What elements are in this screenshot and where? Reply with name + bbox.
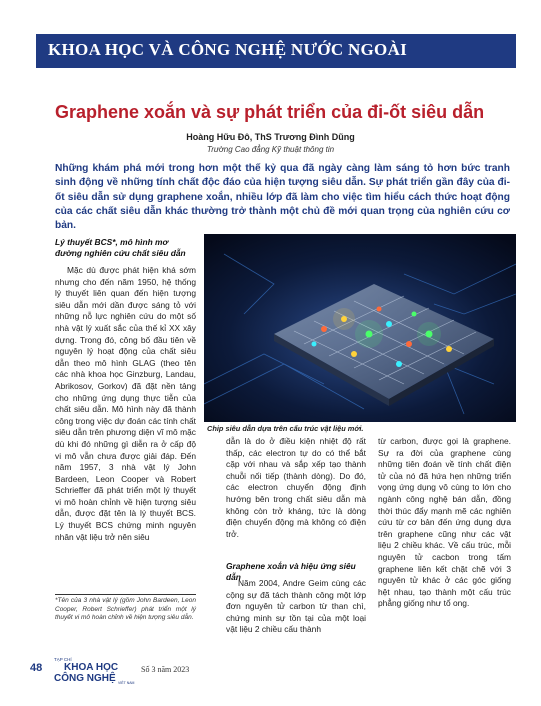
column-2-text <box>226 436 366 540</box>
article-title: Graphene xoắn và sự phát triển của đi-ốt siêu dẫn <box>55 102 485 122</box>
column-1-text <box>55 265 196 543</box>
paragraph-continued: từ carbon, được gọi là graphene. Sự ra đời của graphene cùng những tiên đoán về tính chất điện tử của nó đã hứa hẹn những triển vọng ứng dụng vô cùng to lớn cho ngành công nghệ bán dẫn, đồng thời thúc đẩy mạnh mẽ các nghiên cứu từ cơ bản đến ứng dụng dựa trên graphene cũng như các vật liệu 2 chiều khác. Về cấu trúc, mỗi nguyên tử cacbon trong tấm graphene liên kết chặt chẽ với 3 nguyên tử khác ở các góc giống hệt nhau, tạo thành một cấu trúc phẳng giống như tổ ong. <box>378 436 511 609</box>
paragraph-continued: dẫn là do ở điều kiện nhiệt độ rất thấp, các electron tự do có thể bắt cặp với nhau và sắp xếp tạo thành chuỗi nối tiếp (thành dòng). Do đó, các electron chuyển động định hướng bên trong chất siêu dẫn mà không còn trở kháng, tức là dòng điện chuyển động mà không có điện trở. <box>226 436 366 539</box>
chip-illustration <box>204 234 516 422</box>
chip-figure <box>204 234 516 422</box>
article-authors: Hoàng Hữu Đô, ThS Trương Đình Dũng <box>186 132 355 142</box>
article-affiliation: Trường Cao đẳng Kỹ thuật thông tin <box>206 145 335 154</box>
footnote-divider <box>55 594 196 595</box>
paragraph: Năm 2004, Andre Geim cùng các cộng sự đã tách thành công một lớp đơn nguyên tử carbon từ than chì, chứng minh sự tồn tại của một loại vật liệu 2 chiều cấu thành <box>226 578 366 635</box>
footnote: *Tên của 3 nhà vật lý (gồm John Bardeen, Leon Cooper, Robert Schrieffer) phát triển một lý thuyết vi mô hoàn chỉnh về hiện tượng siêu dẫn. <box>55 597 196 622</box>
section-heading-bcs: Lý thuyết BCS*, mô hình mơ đường nghiên cứu chất siêu dẫn <box>55 237 186 258</box>
page-footer <box>30 654 510 684</box>
logo-line-2: CÔNG NGHỆ <box>54 673 116 684</box>
column-3-text <box>378 436 511 610</box>
section-heading-graphene: Graphene xoắn và hiệu ứng siêu dẫn <box>226 561 356 582</box>
figure-caption: Chip siêu dẫn dựa trên cấu trúc vật liệu mới. <box>207 424 364 433</box>
magazine-logo <box>52 654 138 684</box>
page-number: 48 <box>30 662 43 674</box>
logo-line-1: KHOA HỌC <box>64 662 119 673</box>
logo-small-text: TẠP CHÍ <box>54 657 72 662</box>
article-lead: Những khám phá mới trong hơn một thế kỷ qua đã ngày càng làm sáng tỏ hơn bức tranh sinh động về những tính chất độc đáo của hiện tượng siêu dẫn. Sự phát triển gần đây của đi-ốt siêu dẫn sử dụng graphene xoắn, nhiều lớp đã làm cho việc tìm hiểu cách thức hoạt động của các chất siêu dẫn khác thường trở thành một chủ đề mới quan trọng của nghiên cứu cơ bản. <box>55 163 510 232</box>
issue-label: Số 3 năm 2023 <box>141 665 190 674</box>
logo-tag: VIỆT NAM <box>118 681 135 684</box>
section-title: KHOA HỌC VÀ CÔNG NGHỆ NƯỚC NGOÀI <box>48 40 408 59</box>
column-2b-text <box>226 578 366 636</box>
paragraph: Mặc dù được phát hiện khá sớm nhưng cho đến năm 1950, hệ thống lý thuyết liên quan đến hiện tượng siêu dẫn mới dần được sáng tỏ với những nỗ lực nghiên cứu do một số nhà vật lý xuất sắc của thế kỉ XX xây dựng. Trong đó, công bố đầu tiên về nguyên lý hoạt động của chất siêu dẫn theo mô hình GLAG (theo tên các nhà khoa học Ginzburg, Landau, Abrikosov, Gorkov) đã đặt nền tảng cho những ứng dụng thực tiễn của chất siêu dẫn. Mô hình này đã thành công trong việc dự đoán các tính chất siêu dẫn trên phương diện vĩ mô mặc dù khi đó những gì diễn ra ở cấp độ vi mô vẫn chưa được giải đáp. Đến năm 1957, 3 nhà vật lý John Bardeen, Leon Cooper và Robert Schrieffer đã phát triển một lý thuyết vi mô hoàn chỉnh về hiện tượng siêu dẫn, được đặt tên là lý thuyết BCS. Lý thuyết BCS chứng minh nguyên nhân vật liệu trở nên siêu <box>55 265 196 542</box>
